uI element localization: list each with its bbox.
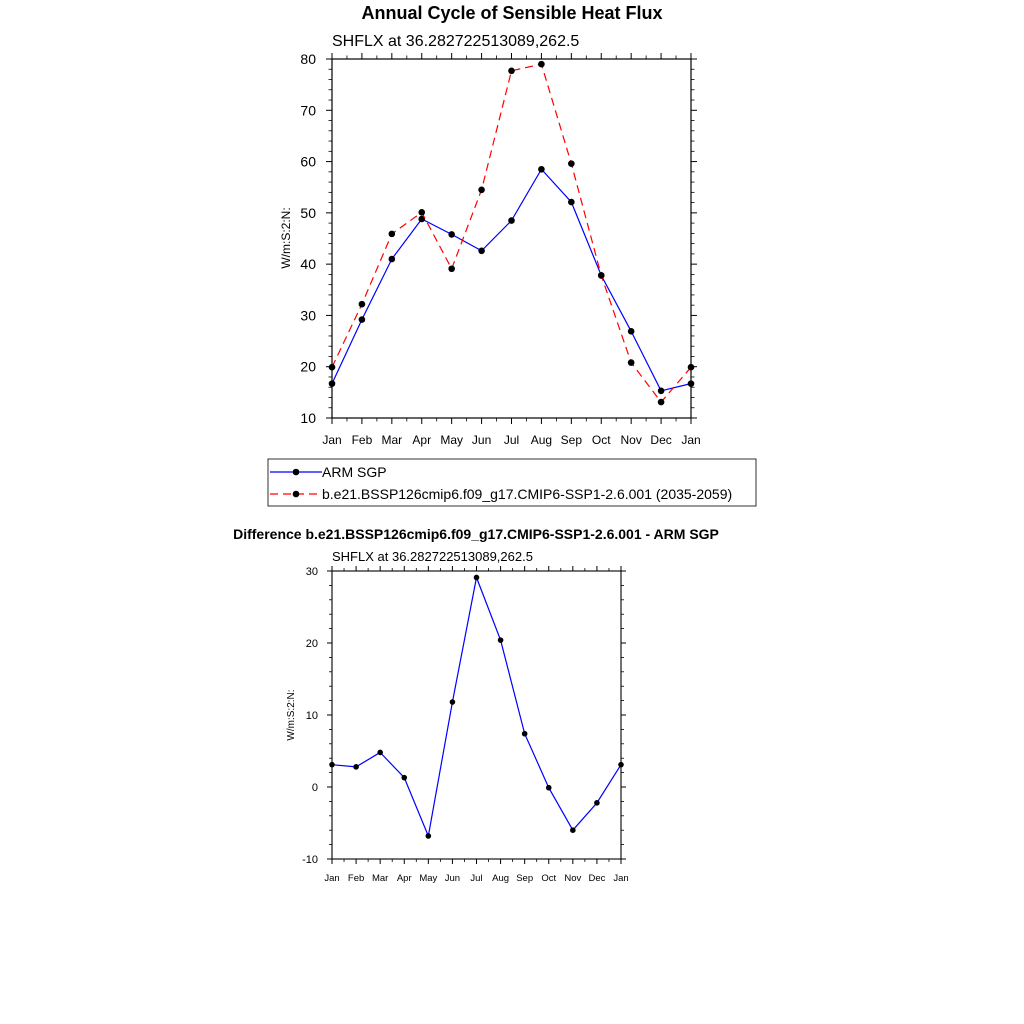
legend-label-arm-sgp: ARM SGP — [322, 464, 387, 480]
y-tick-label: -10 — [302, 854, 318, 866]
data-point — [522, 731, 528, 737]
x-tick-label: Dec — [650, 433, 672, 447]
x-tick-label: Oct — [541, 873, 557, 884]
data-point — [359, 301, 366, 308]
data-point — [538, 61, 545, 68]
x-tick-label: Apr — [396, 873, 412, 884]
series-line-series-0 — [332, 577, 621, 835]
data-point — [688, 364, 695, 371]
data-point — [478, 186, 485, 193]
data-point — [377, 750, 383, 756]
data-point — [329, 380, 336, 387]
legend — [268, 459, 756, 506]
y-tick-label: 20 — [300, 358, 316, 375]
data-point — [329, 364, 336, 371]
plot-frame — [332, 59, 691, 418]
data-point — [568, 160, 575, 167]
axis-ticks — [302, 566, 629, 884]
x-tick-label: Nov — [564, 873, 582, 884]
data-point — [538, 166, 545, 173]
series-group — [329, 575, 624, 839]
x-tick-label: Feb — [347, 873, 365, 884]
x-tick-label: Jul — [470, 873, 483, 884]
chart-subtitle: SHFLX at 36.282722513089,262.5 — [332, 33, 580, 50]
data-point — [658, 388, 665, 395]
data-point — [359, 316, 366, 323]
data-point — [329, 762, 335, 768]
y-tick-label: 20 — [305, 638, 318, 650]
chart-title: Difference b.e21.BSSP126cmip6.f09_g17.CMIP6-SSP1-2.6.001 - ARM SGP — [233, 526, 719, 542]
difference-chart — [233, 526, 719, 884]
x-tick-label: Jan — [681, 433, 701, 447]
data-point — [508, 67, 515, 74]
y-axis-label: W/m:S:2:N: — [279, 207, 293, 269]
data-point — [568, 199, 575, 206]
x-tick-label: Jun — [444, 873, 461, 884]
axis-ticks — [300, 51, 700, 447]
x-tick-label: Jan — [613, 873, 629, 884]
x-tick-label: Nov — [620, 433, 642, 447]
y-tick-label: 40 — [300, 256, 316, 273]
annual-cycle-chart — [268, 3, 756, 506]
data-point — [628, 359, 635, 366]
data-point — [389, 231, 396, 238]
x-tick-label: Feb — [351, 433, 373, 447]
data-point — [508, 217, 515, 224]
y-tick-label: 0 — [311, 782, 318, 794]
data-point — [478, 248, 485, 255]
data-point — [594, 800, 600, 806]
data-point — [448, 265, 455, 272]
x-tick-label: May — [440, 433, 464, 447]
x-tick-label: Aug — [492, 873, 510, 884]
data-point — [546, 785, 552, 791]
data-point — [418, 209, 425, 216]
x-tick-label: Aug — [530, 433, 553, 447]
data-point — [570, 827, 576, 833]
data-point — [450, 699, 456, 705]
data-point — [426, 833, 432, 839]
legend-marker-model — [293, 491, 300, 498]
x-tick-label: Jul — [503, 433, 520, 447]
x-tick-label: Mar — [371, 873, 389, 884]
y-tick-label: 30 — [300, 307, 316, 324]
x-tick-label: Jun — [471, 433, 492, 447]
data-point — [618, 762, 624, 768]
x-tick-label: Sep — [516, 873, 534, 884]
data-point — [353, 764, 359, 770]
y-tick-label: 10 — [305, 710, 318, 722]
data-point — [389, 256, 396, 263]
legend-marker-arm-sgp — [293, 469, 300, 476]
y-axis-label: W/m:S:2:N: — [286, 689, 297, 741]
y-tick-label: 60 — [300, 153, 316, 170]
y-tick-label: 70 — [300, 102, 316, 119]
data-point — [628, 328, 635, 335]
y-tick-label: 80 — [300, 51, 316, 67]
x-tick-label: Sep — [560, 433, 583, 447]
data-point — [401, 775, 407, 781]
x-tick-label: May — [419, 873, 438, 884]
y-tick-label: 10 — [300, 410, 316, 426]
x-tick-label: Jan — [324, 873, 340, 884]
legend-label-model: b.e21.BSSP126cmip6.f09_g17.CMIP6-SSP1-2.6.001 (2035-2059) — [322, 486, 733, 502]
series-line-arm-sgp — [332, 169, 691, 391]
y-tick-label: 50 — [300, 204, 316, 221]
series-line-b-e21-bssp126cmip6-f09-g17-cmi — [332, 64, 691, 402]
data-point — [474, 575, 480, 581]
chart-subtitle: SHFLX at 36.282722513089,262.5 — [332, 549, 533, 564]
x-tick-label: Apr — [412, 433, 432, 447]
data-point — [448, 231, 455, 238]
series-group — [329, 61, 695, 406]
data-point — [598, 272, 605, 279]
y-tick-label: 30 — [305, 566, 318, 578]
x-tick-label: Jan — [322, 433, 342, 447]
data-point — [498, 637, 504, 643]
x-tick-label: Oct — [591, 433, 611, 447]
plot-frame — [332, 571, 621, 859]
x-tick-label: Dec — [588, 873, 606, 884]
chart-title: Annual Cycle of Sensible Heat Flux — [361, 3, 663, 23]
data-point — [658, 399, 665, 406]
x-tick-label: Mar — [381, 433, 403, 447]
data-point — [688, 380, 695, 387]
